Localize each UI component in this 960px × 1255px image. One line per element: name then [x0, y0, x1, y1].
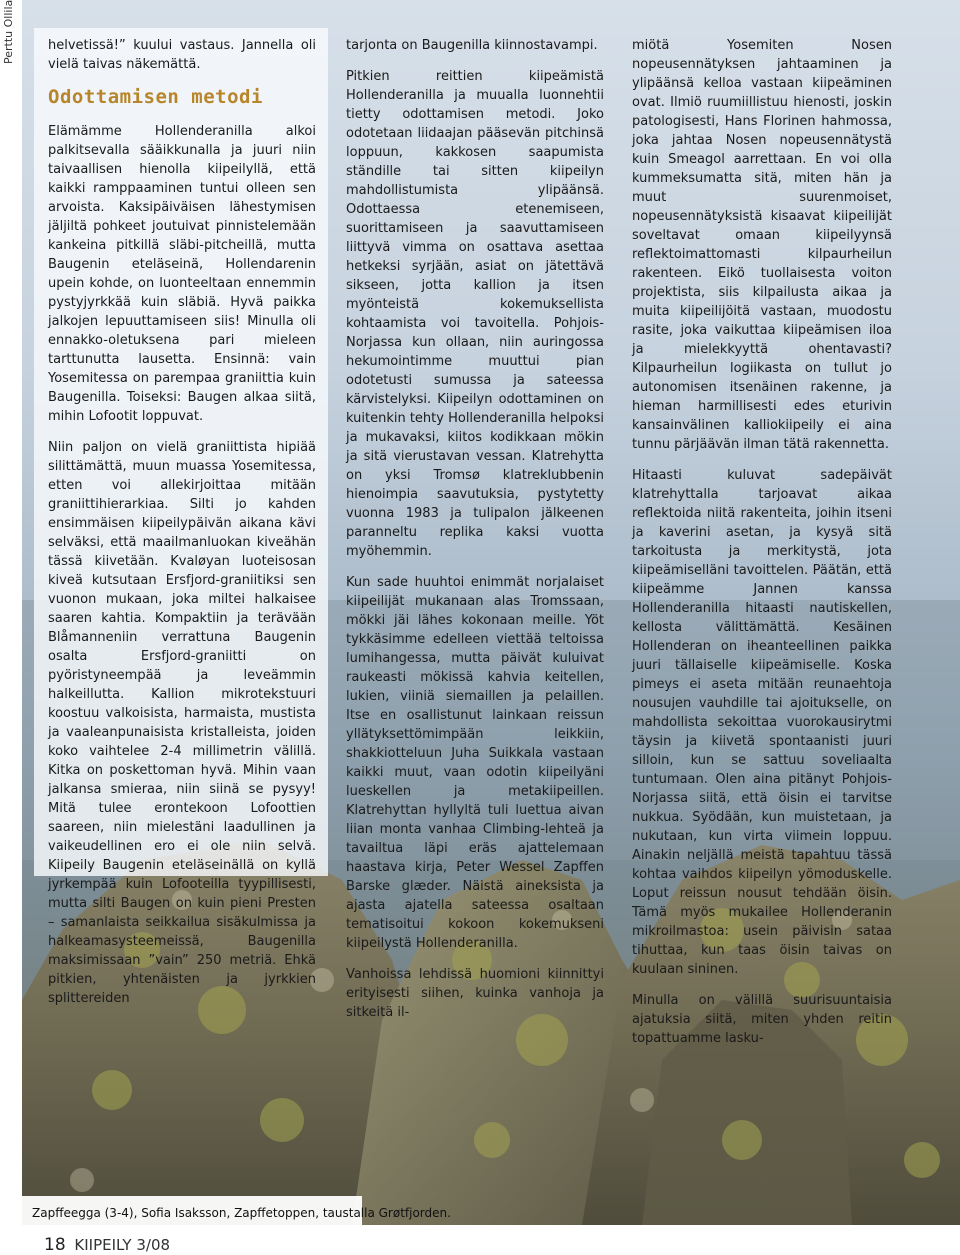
text-column-3 — [618, 28, 904, 1046]
text-column-1 — [34, 28, 328, 1006]
paragraph: Hitaasti kuluvat sadepäivät klatrehyttalla tarjoavat aikaa reflektoida niitä rakenteita, joihin itseni ja kaverini asetan, ja kysyä sitä tarkoitusta ja merkitystä, jota kiipeämiselläni tavoittelen. Päätän, että kiipeämme Jannen kanssa Hollenderanilla hitaasti nautiskellen, kellosta välittämättä. Kesäinen Hollenderan on iheanteellinen paikka juuri tällaiselle kiipeämiselle. Koska pimeys ei aseta mitään reunaehtoja nousujen vauhdille tai ajoitukselle, on mahdollista sekoittaa vuorokausirytmi täysin ja kiivetä spontaanisti juuri silloin, kun se sattuu soveliaalta tuntumaan. Olen aina pitänyt Pohjois-Norjassa siitä, että öisin ei tarvitse nukkua. Syödään, kun muistetaan, ja nukutaan, kun virta viimein loppuu. Ainakin neljällä meistä tapahtuu tässä kohtaa vaihdos kiipeilyn yömoduskelle. Loput reissun nousut tehdään öisin. Tämä myös mukailee Hollenderanin mikroilmastoa: usein päivisin sataa tihuttaa, kun taas öisin taivas on kuulaan sininen. — [632, 468, 892, 977]
paragraph: Elämämme Hollenderanilla alkoi palkitsevalla sääikkunalla ja juuri niin taivaallisen hienolla kiipeilyllä, että kaikki ramppaaminen tuntui olleen sen arvoista. Kaksipäiväisen lähestymisen jäljiltä pohkeet joutuivat pinnistelemään kankeina pitkillä släbi-pitcheillä, mutta Baugenin eteläseinä, Hollendarenin upein kohde, on luonteeltaan ennemmin pystyjyrkkää kuin släbiä. Hyvä paikka jalkojen lepuuttamiseen siis! Minulla oli ennakko-oletuksena pari mieleen tarttunutta lausetta. Ensinnä: vain Yosemitessa on parempaa graniittia kuin Baugenilla. Toiseksi: Baugen alkaa siitä, mihin Lofootit loppuvat. — [48, 124, 316, 424]
paragraph: tarjonta on Baugenilla kiinnostavampi. — [346, 38, 598, 53]
photo-caption: Zapffeegga (3-4), Sofia Isaksson, Zapffetoppen, taustalla Grøtfjorden. — [32, 1206, 451, 1220]
paragraph: Niin paljon on vielä graniittista hipiää silittämättä, muun muassa Yosemitessa, etten voi allekirjoittaa mitään graniittihierarkiaa. Silti jo kahden ensimmäisen kiipeilypäivän aikana kävi selväksi, että maailmanluokan kiveähän tässä kiivetään. Kvaløyan luoteisosan kiveä kutsutaan Ersfjord-graniitiksi sen vuonon mukaan, joka miltei halkaisee saaren kahtia. Kompaktiin ja terävään Blåmanneniin verrattuna Baugenin osalta Ersfjord-graniitti on pyöristyneempää ja leveämmin halkeillutta. Kallion mikrotekstuuri koostuu valkoisista, harmaista, mustista ja vaaleanpunaisista kristalleista, joiden koko vaihtelee 2-4 millimetrin välillä. Kitka on poskettoman hyvä. Mihin vaan jalkansa smieraa, niin siinä se pysyy! Mitä tulee erontekoon Lofoottien saareen, niin mielestäni laadullinen ja vaikeudellinen ero ei ole niin selvä. Kiipeily Baugenin eteläseinällä on kyllä jyrkempää kuin Lofooteilla tyypillisesti, mutta silti Baugen on kuin pieni Presten – samanlaista seikkailua sisäkulmissa ja halkeamasysteemeissä, Baugenilla maksimissaan ”vain” 250 metriä. Ehkä pitkien, yhtenäisten ja jyrkkien splittereiden — [48, 440, 316, 1006]
text-column-2 — [332, 28, 616, 1020]
paragraph: Vanhoissa lehdissä huomioni kiinnittyi erityisesti siihen, kuinka vanhoja ja sitkeitä il- — [346, 967, 604, 1020]
paragraph: Kun sade huuhtoi enimmät norjalaiset kiipeilijät mukanaan alas Tromssaan, mökki jäi lähes kokonaan meille. Yöt tykkäsimme edelleen viettää teltoissa lumihangessa, mutta päivät kuluivat raukeasti mökissä kahvia keitellen, lukien, viiniä siemaillen ja pelaillen. Itse en osallistunut lainkaan reissun yllätyksettömimpään leikkiin, shakkiotteluun Juha Suikkala vastaan kaikki muut, vaan odotin kiipeilyäni lueskellen ja metakiipeillen. Klatrehyttan hyllyltä tuli luettua aivan liian monta vanhaa Climbing-lehteä ja tavailtua läpi eräs ajattelemaan haastava kirja, Peter Wessel Zapffen Barske glæder. Näistä aineksista ja ajasta ajatella sateessa osaltaan tematisoitui kokoon kokemukseni kiipeilystä Hollenderanilla. — [346, 575, 604, 951]
page-number: 18 — [44, 1235, 66, 1255]
column-intro: helvetissä!” kuului vastaus. Jannella oli vielä taivas näkemättä. — [48, 38, 316, 72]
paragraph: Minulla on välillä suurisuuntaisia ajatuksia siitä, miten yhden reitin topattuamme lasku- — [632, 993, 892, 1046]
photo-credit: Perttu Ollila — [2, 0, 15, 64]
page-footer — [44, 1235, 170, 1255]
section-heading: Odottamisen metodi — [48, 86, 263, 108]
magazine-name: KIIPEILY 3/08 — [74, 1236, 171, 1254]
paragraph: miötä Yosemiten Nosen nopeusennätyksen jahtaaminen ja ylipäänsä kelloa vastaan kiipeäminen ovat. Ilmiö ruumiillistuu hienosti, joskin patologisesti, Hans Florinen hahmossa, joka jahtaa Nosen nopeusennätystä kuin Smeagol aarrettaan. En voi olla kummeksumatta sitä, miten hän ja muut suurenmoiset, nopeusennätyksistä kisaavat kiipeilijät soveltavat omaan kiipeilyynsä reflektoimattomasti kilpaurheilun rakenteen. Eikö tuollaisesta voiton projektista, siis kilpailusta aikaa ja muita kiipeilijöitä vastaan, muodostu rasite, joka vaikuttaa kiipeämisen iloa ja mielekkyyttä ohentavasti? Kilpaurheilun logiikasta on tullut jo autonomisen itsenäinen rakenne, ja hieman harmillisesti edes eturivin kansainvälinen kalliokiipeily ei aina tunnu pärjäävän ilman tätä rakennetta. — [632, 38, 892, 452]
photo-caption-box — [22, 1196, 451, 1225]
paragraph: Pitkien reittien kiipeämistä Hollenderanilla ja muualla luonnehtii tietty odottamisen metodi. Joko odotetaan liidaajan pääsevän pitchinsä loppuun, kakkosen saapumista ständille tai sitten kiipeilyn mahdollistumista ylipäänsä. Odottaessa etenemiseen, suorittamiseen ja saavuttamiseen liittyvä vimma on osattava asettaa hetkeksi syrjään, asiat on jätettävä sikseen, jotta kallion ja itsen myönteistä kokemuksellista kohtaamista voi tavoitella. Pohjois-Norjassa kun ollaan, niin auringossa hekumointimme muuttui pian odotetusti sumussa ja sateessa kärvistelyksi. Kiipeilyn odottaminen on kuitenkin tehty Hollenderanilla helpoksi ja mukavaksi, kiitos kodikkaan mökin ja sitä vierustavan vessan. Klatrehytta on yksi Tromsø klatreklubbenin hienoimpia saavutuksia, pystytetty vuonna 1983 ja tulipalon jälkeenen paranneltu replika kaksi vuotta myöhemmin. — [346, 69, 604, 559]
